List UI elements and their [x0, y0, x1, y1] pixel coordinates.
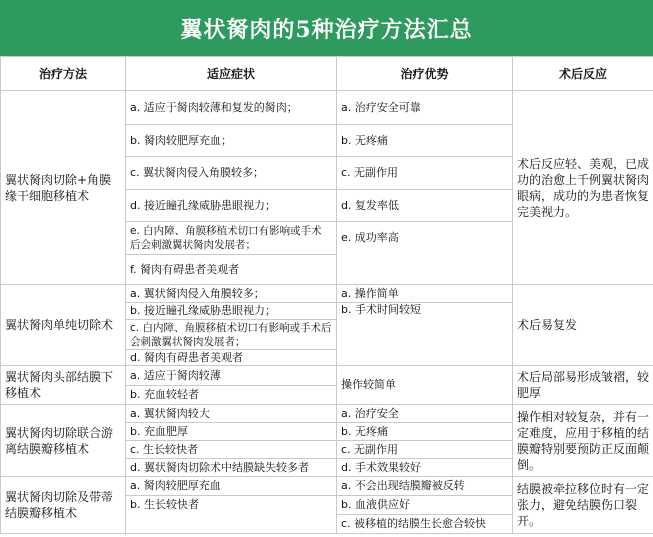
advantage-item: a. 治疗安全可靠: [337, 91, 513, 125]
advantage-item: a. 操作简单: [337, 285, 513, 303]
indication-item: b. 接近瞳孔缘威胁患眼视力；: [126, 303, 337, 320]
post-op-cell: 结膜被牵拉移位时有一定张力，避免结膜伤口裂开。: [513, 477, 653, 534]
header-advantages: 治疗优势: [337, 57, 513, 91]
indication-item: b. 生长较快者: [126, 496, 337, 534]
indication-item: b. 充血较轻者: [126, 386, 337, 405]
table-row: [1, 366, 653, 386]
post-op-cell: 术后易复发: [513, 285, 653, 366]
advantage-item: b. 无疼痛: [337, 125, 513, 157]
indication-item: c. 生长较快者: [126, 441, 337, 459]
header-method: 治疗方法: [1, 57, 126, 91]
indication-item: b. 充血肥厚: [126, 423, 337, 441]
indication-item: a. 胬肉较肥厚充血: [126, 477, 337, 496]
indication-item: a. 翼状胬肉较大: [126, 405, 337, 423]
advantage-item: 操作较简单: [337, 366, 513, 405]
indication-item: d. 接近瞳孔缘威胁患眼视力；: [126, 190, 337, 222]
indication-item: f. 胬肉有碍患者美观者: [126, 255, 337, 285]
post-op-cell: 术后反应轻、美观，已成功的治愈上千例翼状胬肉眼病，成功的为患者恢复完美视力。: [513, 91, 653, 285]
indication-item: a. 适应于胬肉较薄: [126, 366, 337, 386]
header-indications: 适应症状: [126, 57, 337, 91]
indication-item: d. 胬肉有碍患者美观者: [126, 350, 337, 366]
table-row: [1, 477, 653, 496]
header-post-op: 术后反应: [513, 57, 653, 91]
table-row: [1, 405, 653, 423]
post-op-cell: 操作相对较复杂，并有一定难度，应用于移植的结膜瓣特别要预防正反面颠倒。: [513, 405, 653, 477]
advantage-item: c. 无副作用: [337, 441, 513, 459]
treatment-table: [0, 56, 653, 534]
table-row: [1, 91, 653, 125]
method-cell: 翼状胬肉头部结膜下移植术: [1, 366, 126, 405]
advantage-item: b. 手术时间较短: [337, 303, 513, 366]
indication-item: c. 翼状胬肉侵入角膜较多；: [126, 157, 337, 190]
indication-item: b. 胬肉较肥厚充血；: [126, 125, 337, 157]
advantage-item: a. 不会出现结膜瓣被反转: [337, 477, 513, 496]
post-op-cell: 术后局部易形成皱褶，较肥厚: [513, 366, 653, 405]
method-cell: 翼状胬肉切除联合游离结膜瓣移植术: [1, 405, 126, 477]
advantage-item: b. 血液供应好: [337, 496, 513, 515]
method-cell: 翼状胬肉切除+角膜缘干细胞移植术: [1, 91, 126, 285]
advantage-item: d. 复发率低: [337, 190, 513, 222]
method-cell: 翼状胬肉切除及带蒂结膜瓣移植术: [1, 477, 126, 534]
advantage-item: a. 治疗安全: [337, 405, 513, 423]
table-row: [1, 285, 653, 303]
page-title: 翼状胬肉的5种治疗方法汇总: [0, 0, 653, 56]
advantage-item: d. 手术效果较好: [337, 459, 513, 477]
indication-item: a. 翼状胬肉侵入角膜较多；: [126, 285, 337, 303]
indication-item: e. 白内障、角膜移植术切口有影响或手术后会刺激翼状胬肉发展者；: [126, 222, 337, 255]
advantage-item: e. 成功率高: [337, 222, 513, 285]
indication-item: a. 适应于胬肉较薄和复发的胬肉；: [126, 91, 337, 125]
advantage-item: c. 无副作用: [337, 157, 513, 190]
header-row: [1, 57, 653, 91]
indication-item: c. 白内障、角膜移植术切口有影响或手术后会刺激翼状胬肉发展者；: [126, 320, 337, 350]
advantage-item: c. 被移植的结膜生长愈合较快: [337, 515, 513, 534]
method-cell: 翼状胬肉单纯切除术: [1, 285, 126, 366]
advantage-item: b. 无疼痛: [337, 423, 513, 441]
indication-item: d. 翼状胬肉切除术中结膜缺失较多者: [126, 459, 337, 477]
